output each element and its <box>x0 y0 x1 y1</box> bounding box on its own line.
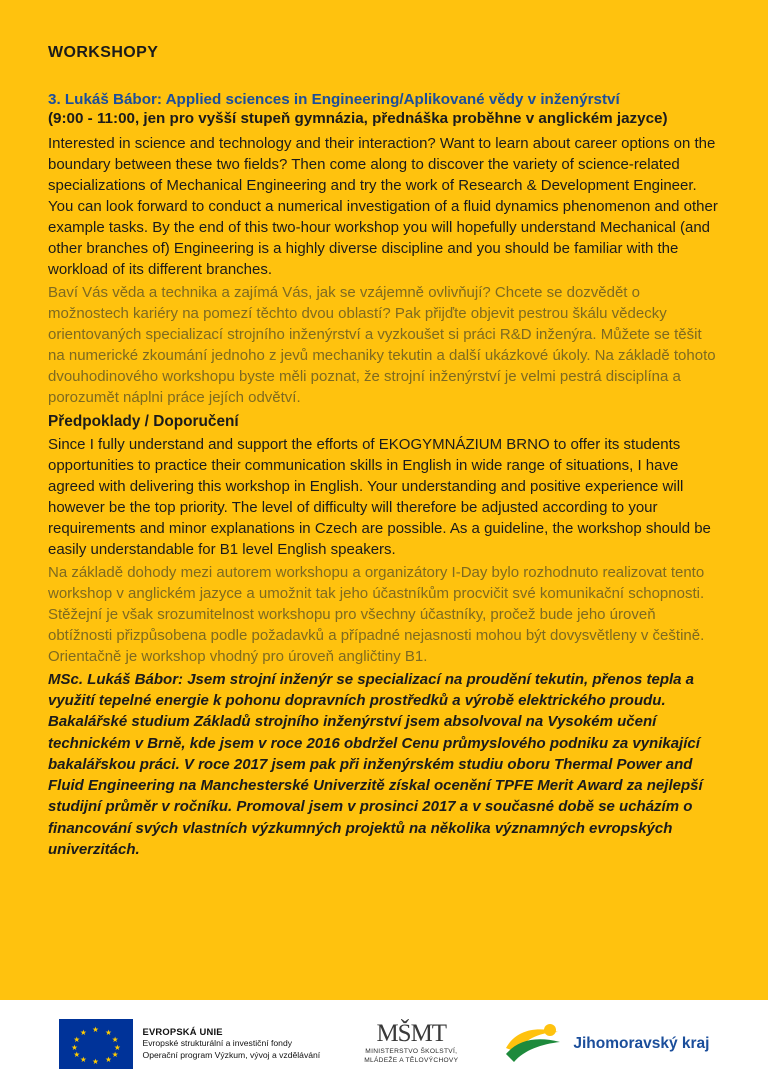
eu-line-2: Operační program Výzkum, vývoj a vzdělávání <box>142 1049 321 1060</box>
eu-line-1: Evropské strukturální a investiční fondy <box>142 1038 293 1049</box>
workshop-time-note: (9:00 - 11:00, jen pro vyšší stupeň gymnázia, přednáška proběhne v anglickém jazyce) <box>48 110 668 128</box>
eu-funding-text <box>143 1026 321 1061</box>
requirements-czech: Na základě dohody mezi autorem workshopu a organizátory I-Day bylo rozhodnuto realizovat tento workshop v anglickém jazyce a umožnit tak jeho účastníkům procvičit své komunikační schopnosti. Stěžejní je však srozumitelnost workshopu pro všechny účastníky, pročež bude jeho úroveň obtížnosti přizpůsobena podle požadavků a případné nejasnosti mohou být dovysvětleny v češtině. Orientačně je workshop vhodný pro úroveň angličtiny B1. <box>48 563 705 665</box>
requirements-title: Předpoklady / Doporučení <box>48 412 239 430</box>
workshop-description-english: Interested in science and technology and their interaction? Want to learn about career options on the boundary between these two fields? Then come along to discover the variety of science-related specializations of Mechanical Engineering and try the work of Research & Development Engineer. You can look forward to conduct a numerical investigation of a fluid dynamics phenomenon and other example tasks. By the end of this two-hour workshop you will hopefully understand Mechanical (and other branches of) Engineering is a highly diverse discipline and you should be familiar with the workload of its different branches. <box>48 134 718 278</box>
ministry-line-2: MLÁDEŽE A TĚLOVÝCHOVY <box>364 1057 459 1064</box>
eu-funding-logo <box>59 1019 321 1069</box>
eu-flag-icon: ★ ★ ★ ★ ★ ★ ★ ★ ★ ★ ★ ★ <box>59 1019 133 1069</box>
footer-logos <box>0 1000 768 1086</box>
eu-title: EVROPSKÁ UNIE <box>142 1025 223 1037</box>
requirements-english: Since I fully understand and support the efforts of EKOGYMNÁZIUM BRNO to offer its students opportunities to practice their communication skills in English in wide range of situations, I have agreed with delivering this workshop in English. Your understanding and positive experience will however be the top priority. The level of difficulty will therefore be adjusted according to your requirements and minor explanations in Czech are possible. As a guideline, the workshop should be easily understandable for B1 level English speakers. <box>48 435 711 558</box>
page-title: WORKSHOPY <box>48 44 159 61</box>
region-label: Jihomoravský kraj <box>573 1034 710 1052</box>
region-mark-icon <box>502 1022 564 1066</box>
ministry-logo <box>364 1021 458 1065</box>
ministry-text <box>364 1048 458 1065</box>
workshop-heading: 3. Lukáš Bábor: Applied sciences in Engineering/Aplikované vědy v inženýrství <box>48 91 620 108</box>
ministry-line-1: MINISTERSTVO ŠKOLSTVÍ, <box>365 1048 458 1056</box>
ministry-monogram-icon: MŠMT <box>376 1020 447 1048</box>
presenter-bio: MSc. Lukáš Bábor: Jsem strojní inženýr se specializací na proudění tekutin, přenos tepla a využití tepelné energie k pohonu dopravních prostředků a výrobě elektrického proudu. Bakalářské studium Základů strojního inženýrství jsem absolvoval na Vysokém učení technickém v Brně, kde jsem v roce 2016 obdržel Cenu průmyslového podniku za vynikající bakalářskou práci. V roce 2017 jsem pak při inženýrském studiu oboru Thermal Power and Fluid Engineering na Manchesterské Univerzitě získal ocenění TPFE Merit Award za nejlepší studijní průměr v ročníku. Promoval jsem v prosinci 2017 a v současné době se ucházím o financování svých vlastních výzkumných projektů na několika významných evropských univerzitách. <box>48 670 703 859</box>
region-logo <box>502 1022 709 1066</box>
workshop-description-czech: Baví Vás věda a technika a zajímá Vás, jak se vzájemně ovlivňují? Chcete se dozvědět o možnostech kariéry na pomezí těchto dvou oblastí? Pak přijďte objevit pestrou škálu vědecky orientovaných specializací strojního inženýrství a vyzkoušet si práci R&D inženýra. Můžete se těšit na numerické zkoumání jednoho z jevů mechaniky tekutin a další ukázkové úkoly. Na základě tohoto dvouhodinového workshopu byste měli poznat, že strojní inženýrství je velmi pestrá disciplína a porozumět náplni práce jejích odvětví. <box>48 283 716 406</box>
